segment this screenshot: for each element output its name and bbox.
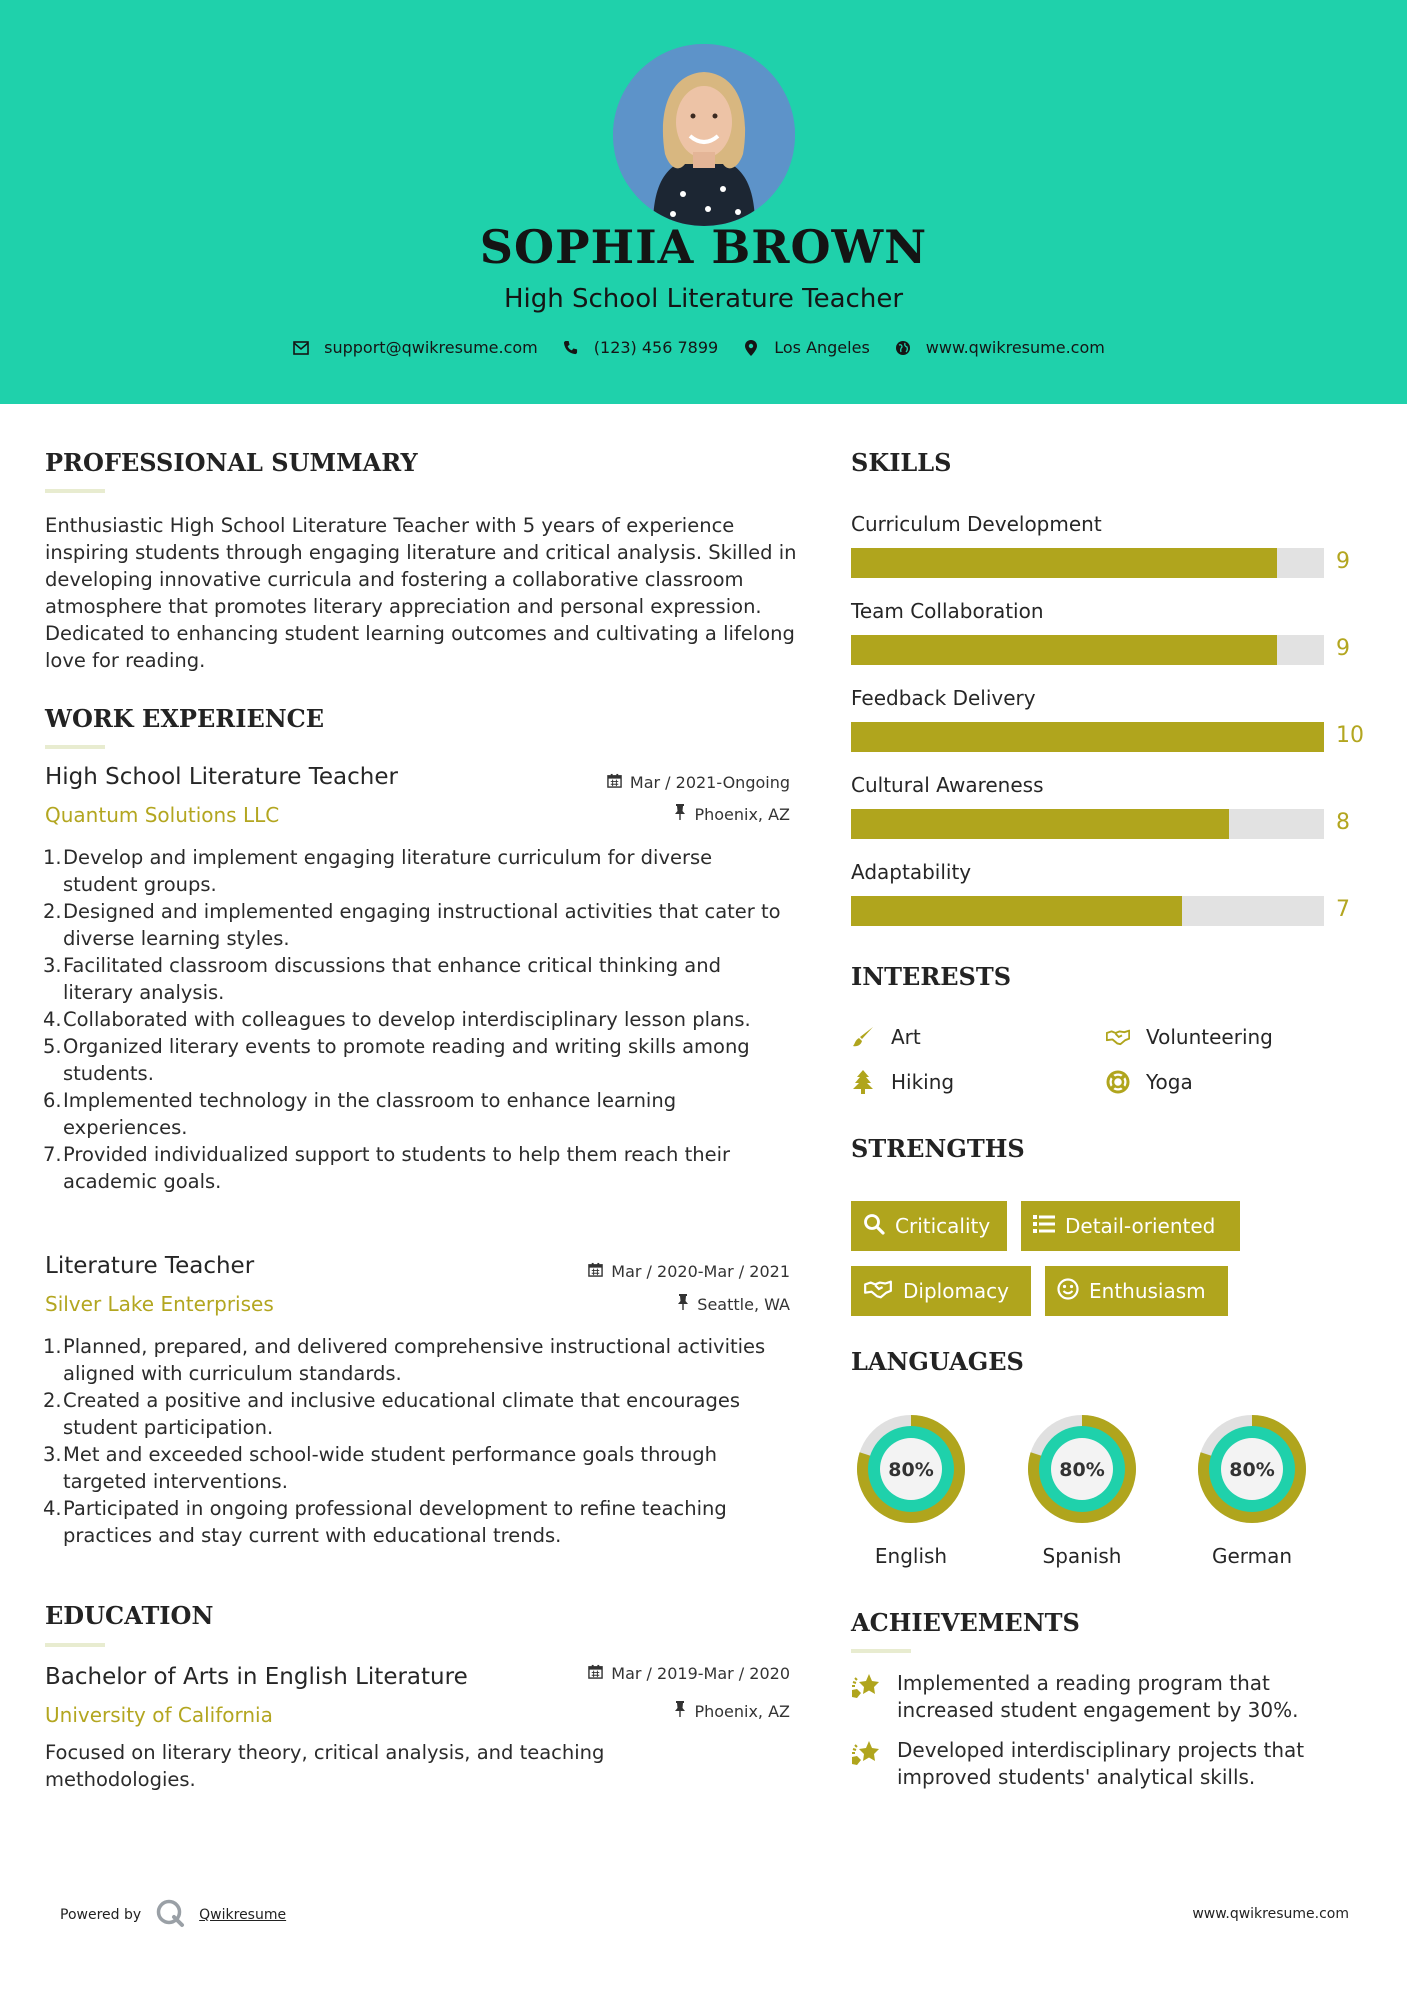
- strength-label: Diplomacy: [903, 1279, 1010, 1303]
- gauge-percent: 80%: [1059, 1459, 1105, 1481]
- calendar-icon: [588, 1262, 603, 1281]
- paintbrush-icon: [851, 1025, 875, 1049]
- education-heading: EDUCATION: [45, 1601, 214, 1630]
- job-dates-text: Mar / 2020-Mar / 2021: [611, 1262, 790, 1281]
- skill-bar-fill: [851, 635, 1277, 665]
- calendar-icon: [607, 773, 622, 792]
- skill-bar-fill: [851, 722, 1324, 752]
- list-item: 2. Created a positive and inclusive educational climate that encourages student participation.: [43, 1389, 741, 1439]
- job-dates-text: Mar / 2021-Ongoing: [629, 773, 790, 792]
- list-item: 7. Provided individualized support to students to help them reach their academic goals.: [43, 1143, 731, 1193]
- contact-email[interactable]: support@qwikresume.com: [324, 338, 538, 357]
- job-title: High School Literature Teacher: [45, 764, 398, 790]
- achievement-item: [851, 1737, 1331, 1791]
- job-location-text: Phoenix, AZ: [694, 804, 790, 824]
- education-dates: [588, 1664, 790, 1683]
- interest-item: [1106, 1070, 1193, 1094]
- interest-label: Yoga: [1146, 1070, 1193, 1094]
- handshake-icon: [863, 1278, 893, 1305]
- handshake-icon: [1106, 1025, 1130, 1049]
- strength-tag: [851, 1201, 1007, 1251]
- experience-divider: [45, 745, 105, 749]
- list-item: 3. Facilitated classroom discussions that enhance critical thinking and literary analysis.: [43, 954, 721, 1004]
- skill-label: Adaptability: [851, 860, 972, 884]
- strength-tag: [1021, 1201, 1240, 1251]
- skills-heading: SKILLS: [851, 448, 952, 477]
- interests-heading: INTERESTS: [851, 962, 1012, 991]
- interest-item: [1106, 1025, 1273, 1049]
- map-pin-icon: [742, 339, 760, 357]
- strength-label: Criticality: [895, 1214, 991, 1238]
- profile-photo: [613, 44, 795, 226]
- language-gauge: [850, 1408, 972, 1534]
- skill-bar-track: [851, 722, 1324, 752]
- interest-label: Hiking: [891, 1070, 955, 1094]
- summary-divider: [45, 489, 105, 493]
- strength-tag: [851, 1266, 1031, 1316]
- achievement-text: Implemented a reading program that increased student engagement by 30%.: [897, 1671, 1299, 1722]
- languages-heading: LANGUAGES: [851, 1347, 1024, 1376]
- smile-icon: [1057, 1278, 1079, 1305]
- strength-tag: [1045, 1266, 1228, 1316]
- list-item: 5. Organized literary events to promote reading and writing skills among students.: [43, 1035, 750, 1085]
- envelope-icon: [292, 339, 310, 357]
- candidate-title: High School Literature Teacher: [503, 284, 904, 314]
- gauge-percent: 80%: [1229, 1459, 1275, 1481]
- skill-bar-track: [851, 809, 1324, 839]
- list-item: 1. Planned, prepared, and delivered comprehensive instructional activities aligned with curriculum standards.: [43, 1335, 766, 1385]
- skill-score: 9: [1336, 636, 1350, 661]
- list-item: 6. Implemented technology in the classroom to enhance learning experiences.: [43, 1089, 677, 1139]
- skill-bar-track: [851, 635, 1324, 665]
- skill-score: 10: [1336, 723, 1364, 748]
- interest-label: Art: [891, 1025, 921, 1049]
- phone-icon: [562, 339, 580, 357]
- pushpin-icon: [677, 1294, 689, 1314]
- achievement-text: Developed interdisciplinary projects that improved students' analytical skills.: [897, 1738, 1305, 1789]
- job-location-text: Seattle, WA: [697, 1294, 790, 1314]
- achievements-divider: [851, 1649, 911, 1653]
- job-duties-list: [45, 1333, 790, 1549]
- skill-label: Cultural Awareness: [851, 773, 1044, 797]
- calendar-icon: [588, 1664, 603, 1683]
- skill-score: 9: [1336, 549, 1350, 574]
- search-icon: [863, 1213, 885, 1240]
- interest-label: Volunteering: [1146, 1025, 1273, 1049]
- strength-label: Enthusiasm: [1089, 1279, 1206, 1303]
- language-name: Spanish: [1042, 1544, 1122, 1568]
- interest-item: [851, 1025, 921, 1049]
- language-gauge: [1021, 1408, 1143, 1534]
- list-item: 2. Designed and implemented engaging instructional activities that cater to diverse learning styles.: [43, 900, 781, 950]
- language-name: English: [874, 1544, 948, 1568]
- resume-header: [0, 0, 1407, 404]
- language-gauge: [1191, 1408, 1313, 1534]
- skill-score: 8: [1336, 810, 1350, 835]
- job-title: Literature Teacher: [45, 1253, 255, 1279]
- candidate-name: SOPHIA BROWN: [479, 220, 928, 274]
- school-name: University of California: [45, 1703, 273, 1727]
- education-location: [674, 1701, 790, 1721]
- achievements-heading: ACHIEVEMENTS: [851, 1608, 1080, 1637]
- education-divider: [45, 1643, 105, 1647]
- list-item: 1. Develop and implement engaging literature curriculum for diverse student groups.: [43, 846, 713, 896]
- job-location: [674, 804, 790, 824]
- education-dates-text: Mar / 2019-Mar / 2020: [611, 1664, 790, 1683]
- achievement-item: [851, 1670, 1331, 1724]
- skill-bar-track: [851, 896, 1324, 926]
- life-ring-icon: [1106, 1070, 1130, 1094]
- language-name: German: [1211, 1544, 1293, 1568]
- job-dates: [607, 773, 790, 792]
- job-dates: [588, 1262, 790, 1281]
- list-item: 4. Participated in ongoing professional development to refine teaching practices and stay current with educational trends.: [43, 1497, 727, 1547]
- contact-bar: [0, 338, 1407, 357]
- education-location-text: Phoenix, AZ: [694, 1701, 790, 1721]
- list-item: 3. Met and exceeded school-wide student performance goals through targeted interventions.: [43, 1443, 718, 1493]
- qwikresume-link[interactable]: Qwikresume: [199, 1907, 287, 1923]
- job-duties-list: [45, 844, 790, 1195]
- powered-by-text: Powered by: [60, 1907, 142, 1923]
- gauge-percent: 80%: [888, 1459, 934, 1481]
- list-item: 4. Collaborated with colleagues to develop interdisciplinary lesson plans.: [43, 1008, 751, 1031]
- skill-label: Curriculum Development: [851, 512, 1102, 536]
- skill-label: Feedback Delivery: [851, 686, 1036, 710]
- contact-location: Los Angeles: [774, 338, 870, 357]
- globe-icon: [894, 339, 912, 357]
- skill-bar-fill: [851, 896, 1182, 926]
- contact-phone[interactable]: (123) 456 7899: [593, 338, 719, 357]
- qwikresume-logo-icon: [155, 1898, 185, 1932]
- summary-heading: PROFESSIONAL SUMMARY: [45, 448, 418, 477]
- job-company: Silver Lake Enterprises: [45, 1292, 274, 1316]
- skill-bar-track: [851, 548, 1324, 578]
- footer-url[interactable]: www.qwikresume.com: [1192, 1906, 1349, 1922]
- job-location: [677, 1294, 790, 1314]
- contact-website[interactable]: www.qwikresume.com: [925, 338, 1105, 357]
- tree-icon: [851, 1070, 875, 1094]
- footer-brand: [60, 1898, 286, 1932]
- degree-title: Bachelor of Arts in English Literature: [45, 1664, 468, 1690]
- list-icon: [1033, 1214, 1055, 1239]
- skill-bar-fill: [851, 548, 1277, 578]
- job-company: Quantum Solutions LLC: [45, 803, 280, 827]
- star-hand-icon: [851, 1739, 881, 1769]
- strength-label: Detail-oriented: [1065, 1214, 1216, 1238]
- star-hand-icon: [851, 1672, 881, 1702]
- skill-label: Team Collaboration: [851, 599, 1044, 623]
- pushpin-icon: [674, 1701, 686, 1721]
- experience-heading: WORK EXPERIENCE: [45, 704, 325, 733]
- interest-item: [851, 1070, 954, 1094]
- skill-score: 7: [1336, 897, 1350, 922]
- education-description: Focused on literary theory, critical analysis, and teaching methodologies.: [45, 1741, 605, 1791]
- summary-text: Enthusiastic High School Literature Teacher with 5 years of experience inspiring students through engaging literature and critical analysis. Skilled in developing innovative curricula and fostering a collaborative classroom atmosphere that promotes literary appreciation and personal expression. Dedicated to enhancing student learning outcomes and cultivating a lifelong love for reading.: [45, 514, 797, 672]
- pushpin-icon: [674, 804, 686, 824]
- strengths-heading: STRENGTHS: [851, 1134, 1025, 1163]
- skill-bar-fill: [851, 809, 1229, 839]
